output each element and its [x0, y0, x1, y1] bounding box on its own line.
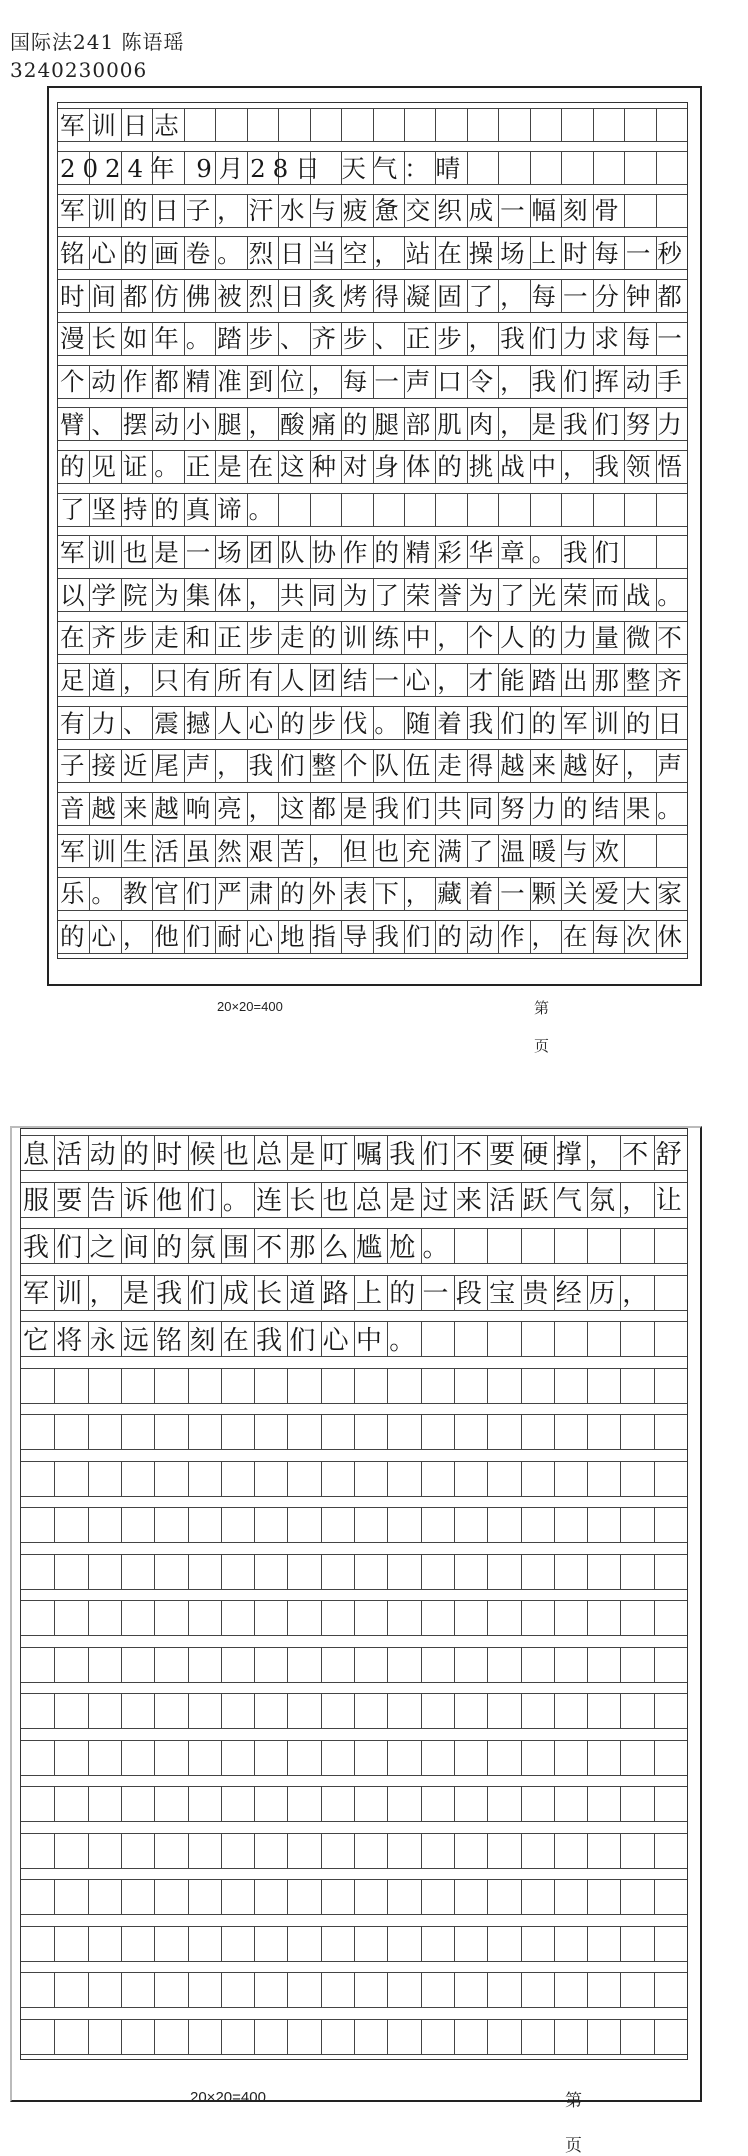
handwritten-line: [21, 1368, 687, 1402]
page-1-page-label-a: 第: [534, 1000, 550, 1017]
handwritten-line: 服要告诉他们。连长也总是过来活跃气氛，让: [23, 1186, 689, 1217]
grid-row: [21, 1879, 687, 1913]
grid-row: [58, 749, 687, 781]
grid-row: [58, 151, 687, 183]
grid-row: [58, 194, 687, 226]
grid-row: [58, 493, 687, 525]
page-1-page-number: [534, 997, 582, 1056]
handwritten-line: 息活动的时候也总是叮嘱我们不要硬撑，不舒: [23, 1139, 689, 1170]
handwritten-line: [21, 1461, 687, 1495]
grid-row: [58, 834, 687, 866]
handwritten-line: [21, 1833, 687, 1867]
handwritten-line: [21, 1740, 687, 1774]
grid-row: [21, 1228, 687, 1262]
grid-row: [58, 920, 687, 952]
handwritten-line: 漫长如年。踏步、齐步、正步，我们力求每一: [60, 324, 689, 354]
grid-row: [21, 1414, 687, 1448]
grid-row: [21, 1135, 687, 1169]
grid-row: [58, 236, 687, 268]
grid-row: [21, 1926, 687, 1960]
grid-row: [21, 1368, 687, 1402]
handwritten-line: [21, 1693, 687, 1727]
grid-row: [21, 1461, 687, 1495]
handwritten-line: 军训的日子，汗水与疲惫交织成一幅刻骨: [60, 196, 626, 226]
grid-row: [58, 108, 687, 140]
page-1-grid-count: 20×20=400: [217, 999, 283, 1014]
grid-row: [21, 1693, 687, 1727]
handwritten-line: 在齐步走和正步走的训练中，个人的力量微不: [60, 623, 689, 653]
grid-row: [58, 279, 687, 311]
handwritten-line: 臂、摆动小腿，酸痛的腿部肌肉，是我们努力: [60, 409, 689, 439]
grid-row: [21, 1786, 687, 1820]
page-2-page-label-a: 第: [565, 2091, 582, 2110]
handwritten-line: [21, 2019, 687, 2053]
handwritten-line: [21, 1507, 687, 1541]
grid-row: [21, 2019, 687, 2053]
handwritten-line: 军训，是我们成长道路上的一段宝贵经历，: [23, 1279, 656, 1310]
page-2-page-label-b: 页: [565, 2136, 582, 2155]
handwritten-line: 军训也是一场团队协作的精彩华章。我们: [60, 537, 626, 567]
page-2-grid: [20, 1128, 688, 2060]
handwritten-line: 铭心的画卷。烈日当空，站在操场上时每一秒: [60, 238, 689, 268]
grid-row: [21, 1600, 687, 1634]
handwritten-line: [21, 1554, 687, 1588]
handwritten-line: 以学院为集体，共同为了荣誉为了光荣而战。: [60, 580, 689, 610]
grid-row: [58, 792, 687, 824]
grid-row: [58, 407, 687, 439]
handwritten-line: 2024年 9月28日 天气：晴: [60, 153, 468, 183]
handwritten-line: [21, 1926, 687, 1960]
grid-row: [21, 1740, 687, 1774]
grid-row: [21, 1833, 687, 1867]
handwritten-line: 个动作都精准到位，每一声口令，我们挥动手: [60, 367, 689, 397]
grid-row: [21, 1275, 687, 1309]
handwritten-line: [21, 1972, 687, 2006]
grid-row: [58, 663, 687, 695]
grid-row: [58, 706, 687, 738]
handwritten-line: 时间都仿佛被烈日炙烤得凝固了，每一分钟都: [60, 281, 689, 311]
handwritten-line: [21, 1600, 687, 1634]
grid-row: [21, 1507, 687, 1541]
student-class-name: 国际法241 陈语瑶: [10, 30, 185, 54]
handwritten-line: [21, 1414, 687, 1448]
grid-row: [58, 578, 687, 610]
grid-row: [58, 322, 687, 354]
handwritten-line: 子接近尾声，我们整个队伍走得越来越好，声: [60, 751, 689, 781]
handwritten-line: 的心，他们耐心地指导我们的动作，在每次休: [60, 922, 689, 952]
handwritten-line: [21, 1647, 687, 1681]
student-header: [10, 28, 330, 90]
grid-row: [58, 450, 687, 482]
handwritten-line: 足道，只有所有人团结一心，才能踏出那整齐: [60, 665, 689, 695]
grid-row: [58, 535, 687, 567]
handwritten-line: [21, 1879, 687, 1913]
grid-row: [58, 621, 687, 653]
page-1-page-label-b: 页: [534, 1038, 550, 1055]
handwritten-line: 乐。教官们严肃的外表下，藏着一颗关爱大家: [60, 879, 689, 909]
grid-row: [58, 365, 687, 397]
grid-row: [21, 1972, 687, 2006]
handwritten-line: 军训日志: [60, 110, 186, 140]
handwritten-line: 音越来越响亮，这都是我们共同努力的结果。: [60, 794, 689, 824]
grid-row: [21, 1647, 687, 1681]
handwritten-line: 我们之间的氛围不那么尴尬。: [23, 1232, 456, 1263]
grid-row: [21, 1554, 687, 1588]
handwritten-line: 了坚持的真谛。: [60, 495, 281, 525]
handwritten-line: 有力、震撼人心的步伐。随着我们的军训的日: [60, 708, 689, 738]
page-2-grid-count: 20×20=400: [190, 2089, 266, 2106]
handwritten-line: 它将永远铭刻在我们心中。: [23, 1325, 423, 1356]
handwritten-line: [21, 1786, 687, 1820]
page-2-page-number: [565, 2086, 613, 2156]
grid-row: [21, 1321, 687, 1355]
grid-row: [21, 1182, 687, 1216]
grid-row: [58, 877, 687, 909]
handwritten-line: 军训生活虽然艰苦，但也充满了温暖与欢: [60, 836, 626, 866]
page-1-grid: [57, 102, 688, 959]
student-id: 3240230006: [10, 58, 148, 82]
handwritten-line: 的见证。正是在这种对身体的挑战中，我领悟: [60, 452, 689, 482]
